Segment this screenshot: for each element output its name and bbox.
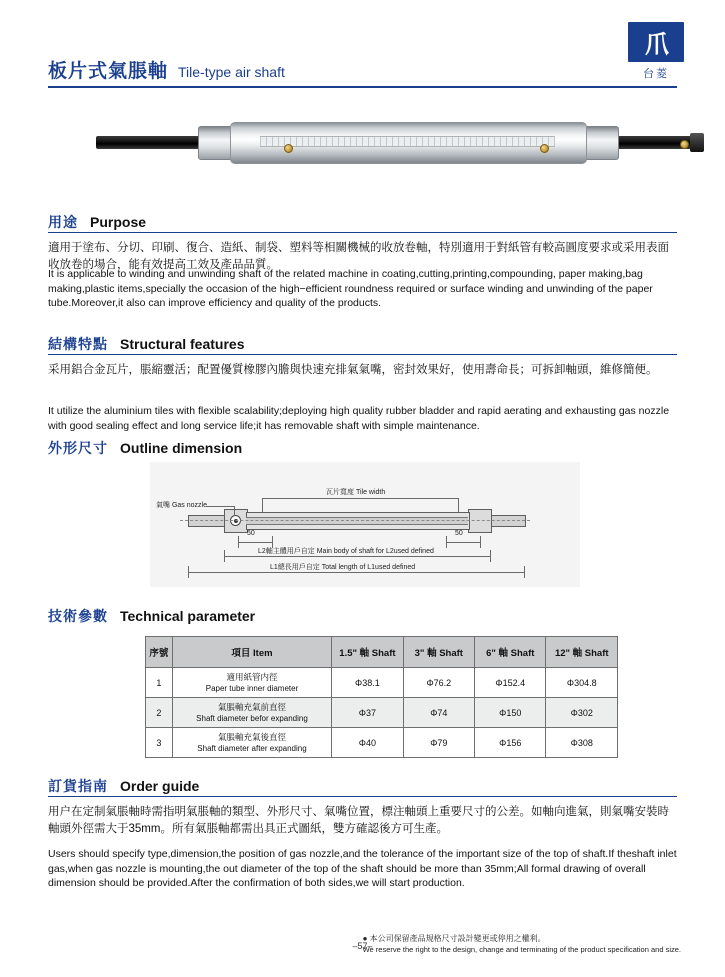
gas-nozzle-icon bbox=[540, 144, 549, 153]
drawing-tick bbox=[224, 550, 225, 562]
purpose-body-cn: 適用于塗布、分切、印刷、復合、造紙、制袋、塑料等相關機械的收放卷軸，特別適用于對紙管有較高圓度要求或采用表面收放卷的場合，能有效提高工效及產品品質。 bbox=[48, 242, 669, 271]
drawing-l1-line bbox=[188, 572, 524, 573]
cell-item-cn: 適用紙管内徑 bbox=[226, 671, 278, 682]
cell-no: 1 bbox=[146, 668, 173, 698]
logo-text: 台菱 bbox=[643, 68, 669, 80]
cell-value: Φ304.8 bbox=[546, 668, 618, 698]
table-row bbox=[146, 668, 618, 698]
gas-nozzle-icon bbox=[680, 140, 689, 149]
section-heading-purpose bbox=[48, 212, 146, 232]
purpose-body-en: It is applicable to winding and unwinding shaft of the related machine in coating,cutting,printing,compounding, paper making,bag making,plastic items,specially the occasion of the high−efficient roundness required or surface winding and unwinding of the paper tube.Moreover,it also can improve efficiency and quality of the products. bbox=[48, 268, 653, 309]
section-heading-technical bbox=[48, 606, 255, 626]
table-header-shaft-3: 3" 軸 Shaft bbox=[403, 637, 474, 668]
drawing-label-tile-width: 瓦片寬度 Tile width bbox=[326, 489, 386, 496]
drawing-axle-left bbox=[188, 515, 226, 527]
cell-value: Φ152.4 bbox=[475, 668, 546, 698]
order-guide-divider bbox=[48, 796, 677, 797]
structural-divider bbox=[48, 354, 677, 355]
section-heading-order-guide bbox=[48, 776, 199, 796]
drawing-label-nozzle: 氣嘴 Gas nozzle bbox=[156, 502, 207, 509]
cell-item-cn: 氣脹軸充氣後直徑 bbox=[217, 731, 286, 742]
product-photo bbox=[48, 100, 677, 192]
drawing-label-l1: L1總長用戶自定 Total length of L1used defined bbox=[270, 564, 416, 571]
drawing-l2-line bbox=[224, 556, 490, 557]
shaft-end-knob bbox=[690, 133, 704, 152]
cell-value: Φ40 bbox=[332, 728, 403, 758]
table-row bbox=[146, 698, 618, 728]
drawing-tick bbox=[490, 550, 491, 562]
drawing-tick bbox=[480, 536, 481, 548]
drawing-label-dim-right: 50 bbox=[455, 530, 463, 537]
drawing-nozzle-leader bbox=[234, 506, 235, 516]
table-header-shaft-12: 12" 軸 Shaft bbox=[546, 637, 618, 668]
table-header-shaft-6: 6" 軸 Shaft bbox=[475, 637, 546, 668]
order-guide-body-en: Users should specify type,dimension,the position of gas nozzle,and the tolerance of the important size of the top of shaft.If theshaft inlet gas,when gas nozzle is mounting,the out diameter of the top of the shaft should be more than 35mm;All formal drawing of overall dimension should be provided.After the confirmation of both sides,we will start production. bbox=[48, 848, 677, 889]
cell-no: 3 bbox=[146, 728, 173, 758]
cell-item-en: Shaft diameter after expanding bbox=[197, 743, 307, 753]
page-title-cn: 板片式氣脹軸 bbox=[48, 61, 169, 82]
company-logo bbox=[623, 22, 689, 81]
table-header-row bbox=[146, 637, 618, 668]
outline-dimension-drawing bbox=[150, 462, 580, 587]
technical-heading-cn: 技術參數 bbox=[48, 608, 108, 624]
drawing-nozzle-leader bbox=[206, 506, 234, 507]
cell-value: Φ79 bbox=[403, 728, 474, 758]
drawing-tick bbox=[446, 536, 447, 548]
drawing-label-dim-left: 50 bbox=[247, 530, 255, 537]
order-guide-heading-cn: 訂貨指南 bbox=[48, 778, 108, 794]
drawing-dim-right-line bbox=[446, 542, 480, 543]
purpose-divider bbox=[48, 232, 677, 233]
cell-item-cn: 氣脹軸充氣前直徑 bbox=[217, 701, 286, 712]
purpose-heading-cn: 用途 bbox=[48, 214, 78, 230]
drawing-tick bbox=[458, 498, 459, 512]
drawing-tick bbox=[188, 566, 189, 578]
drawing-tick bbox=[524, 566, 525, 578]
shaft-axle-left bbox=[96, 136, 200, 149]
cell-value: Φ76.2 bbox=[403, 668, 474, 698]
cell-item bbox=[172, 668, 331, 698]
purpose-heading-en: Purpose bbox=[90, 214, 147, 230]
drawing-dim-left-line bbox=[238, 542, 272, 543]
cell-value: Φ302 bbox=[546, 698, 618, 728]
drawing-cap-right bbox=[468, 509, 492, 533]
structural-body-en: It utilize the aluminium tiles with flexible scalability;deploying high quality rubber bladder and rapid aerating and exhausting gas nozzle with good sealing effect and long service life;it has removable shaft with simple maintenance. bbox=[48, 405, 670, 432]
footer-disclaimer-cn: ● 本公司保留產品規格尺寸設計變更或停用之權利。 bbox=[362, 934, 546, 943]
structural-heading-cn: 結構特點 bbox=[48, 336, 108, 352]
order-guide-heading-en: Order guide bbox=[120, 778, 200, 794]
cell-no: 2 bbox=[146, 698, 173, 728]
cell-value: Φ156 bbox=[475, 728, 546, 758]
cell-item bbox=[172, 698, 331, 728]
cell-item bbox=[172, 728, 331, 758]
section-heading-outline bbox=[48, 438, 242, 458]
structural-heading-en: Structural features bbox=[120, 336, 245, 352]
technical-heading-en: Technical parameter bbox=[120, 608, 256, 624]
cell-value: Φ37 bbox=[332, 698, 403, 728]
cell-value: Φ150 bbox=[475, 698, 546, 728]
cell-value: Φ74 bbox=[403, 698, 474, 728]
cell-item-en: Paper tube inner diameter bbox=[205, 683, 299, 693]
cell-value: Φ308 bbox=[546, 728, 618, 758]
title-divider bbox=[48, 86, 677, 88]
table-header-shaft-1-5: 1.5" 軸 Shaft bbox=[332, 637, 403, 668]
cell-item-en: Shaft diameter befor expanding bbox=[196, 713, 308, 723]
gas-nozzle-icon bbox=[284, 144, 293, 153]
structural-body-cn: 采用鋁合金瓦片，脹縮靈活；配置優質橡膠內膽與快速充排氣氣嘴，密封效果好，使用壽命長；可拆卸軸頭，維修簡便。 bbox=[48, 364, 658, 376]
drawing-tick bbox=[262, 498, 263, 512]
table-header-no: 序號 bbox=[146, 637, 173, 668]
order-guide-body-cn: 用户在定制氣脹軸時需指明氣脹軸的類型、外形尺寸、氣嘴位置，標注軸頭上重要尺寸的公差。如軸向進氣，則氣嘴安裝時軸頭外徑需大于35mm。所有氣脹軸都需出具正式圖紙，雙方確認後方可生產。 bbox=[48, 806, 669, 835]
page-number: –57– bbox=[352, 941, 373, 951]
page-title-en: Tile-type air shaft bbox=[178, 64, 285, 80]
outline-heading-en: Outline dimension bbox=[120, 440, 243, 456]
drawing-axle-right bbox=[490, 515, 526, 527]
logo-glyph: 爪 bbox=[645, 32, 667, 59]
shaft-tile-strip bbox=[260, 136, 555, 147]
drawing-shaft-inner bbox=[246, 517, 468, 525]
drawing-center-line bbox=[180, 520, 530, 521]
table-row bbox=[146, 728, 618, 758]
section-heading-structural bbox=[48, 334, 244, 354]
footer-disclaimer-en: We reserve the right to the design, change and terminating of the product specification and size. bbox=[362, 945, 681, 954]
logo-mark-icon bbox=[628, 22, 684, 62]
page-title bbox=[48, 56, 285, 83]
table-header-item: 項目 Item bbox=[172, 637, 331, 668]
outline-heading-cn: 外形尺寸 bbox=[48, 440, 108, 456]
cell-value: Φ38.1 bbox=[332, 668, 403, 698]
drawing-tick bbox=[238, 536, 239, 548]
drawing-tile-width-line bbox=[262, 498, 458, 499]
air-shaft-illustration bbox=[48, 100, 677, 192]
drawing-label-l2: L2軸主體用戶自定 Main body of shaft for L2used defined bbox=[258, 548, 434, 555]
technical-parameter-table bbox=[145, 636, 618, 758]
footer-disclaimer bbox=[363, 933, 681, 955]
